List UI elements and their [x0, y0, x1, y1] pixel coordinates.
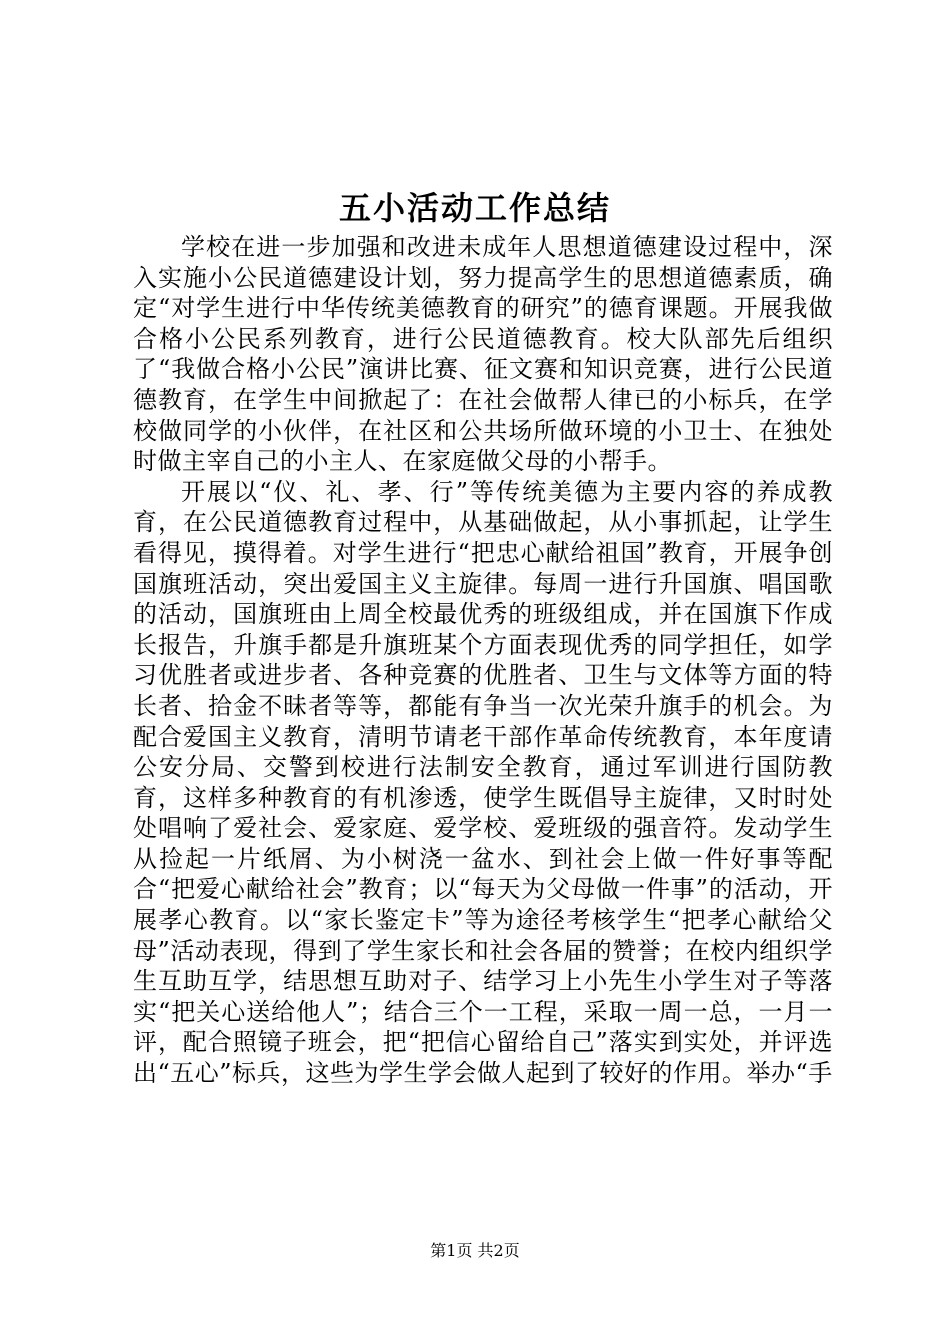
document-title: 五小活动工作总结 [338, 189, 611, 227]
page-number: 第1页 共2页 [430, 1241, 520, 1260]
document-body [133, 232, 833, 1089]
paragraph: 学校在进一步加强和改进未成年人思想道德建设过程中，深入实施小公民道德建设计划，努力提高学生的思想道德素质，确定“对学生进行中华传统美德教育的研究”的德育课题。开展我做合格小公民系列教育，进行公民道德教育。校大队部先后组织了“我做合格小公民”演讲比赛、征文赛和知识竞赛，进行公民道德教育，在学生中间掀起了：在社会做帮人律已的小标兵，在学校做同学的小伙伴，在社区和公共场所做环境的小卫士、在独处时做主宰自己的小主人、在家庭做父母的小帮手。 [133, 233, 833, 476]
paragraph: 开展以“仪、礼、孝、行”等传统美德为主要内容的养成教育，在公民道德教育过程中，从基础做起，从小事抓起，让学生看得见，摸得着。对学生进行“把忠心献给祖国”教育，开展争创国旗班活动，突出爱国主义主旋律。每周一进行升国旗、唱国歌的活动，国旗班由上周全校最优秀的班级组成，并在国旗下作成长报告，升旗手都是升旗班某个方面表现优秀的同学担任，如学习优胜者或进步者、各种竞赛的优胜者、卫生与文体等方面的特长者、拾金不昧者等等，都能有争当一次光荣升旗手的机会。为配合爱国主义教育，清明节请老干部作革命传统教育，本年度请公安分局、交警到校进行法制安全教育，通过军训进行国防教育，这样多种教育的有机渗透，使学生既倡导主旋律，又时时处处唱响了爱社会、爱家庭、爱学校、爱班级的强音符。发动学生从捡起一片纸屑、为小树浇一盆水、到社会上做一件好事等配合“把爱心献给社会”教育；以“每天为父母做一件事”的活动，开展孝心教育。以“家长鉴定卡”等为途径考核学生“把孝心献给父母”活动表现，得到了学生家长和社会各届的赞誉；在校内组织学生互助互学，结思想互助对子、结学习上小先生小学生对子等落实“把关心送给他人”；结合三个一工程，采取一周一总，一月一评，配合照镜子班会，把“把信心留给自己”落实到实处，并评选出“五心”标兵，这些为学生学会做人起到了较好的作用。举办“手 [133, 477, 833, 1088]
